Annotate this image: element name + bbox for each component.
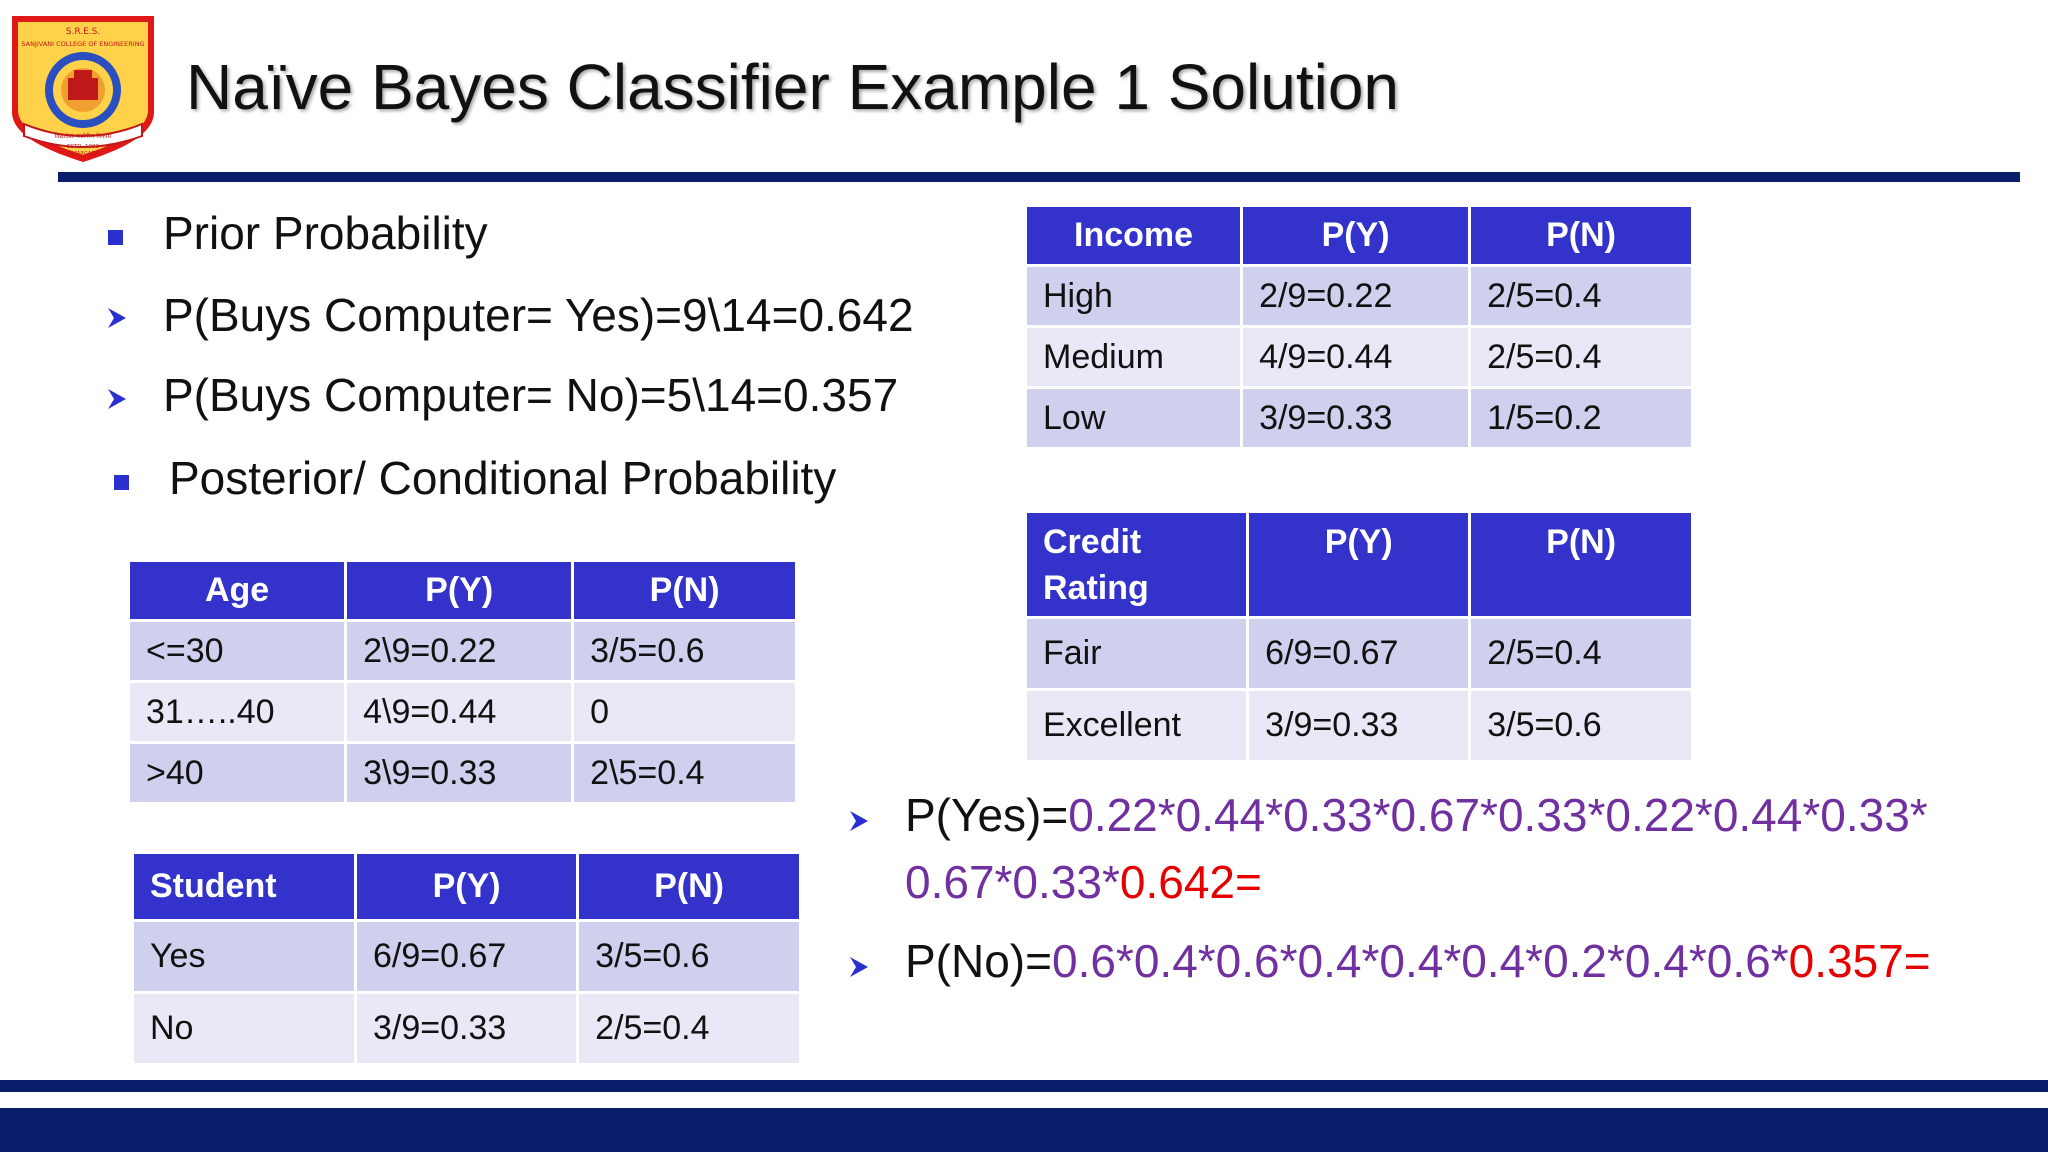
table-cell: 3/9=0.33 [1248, 690, 1470, 762]
logo-top-text: S.R.E.S. [65, 27, 101, 37]
table-cell: 3/5=0.6 [573, 621, 797, 682]
footer-divider [0, 1080, 2048, 1092]
table-row [1026, 618, 1693, 690]
arrow-bullet-icon [848, 955, 870, 979]
table-header: P(Y) [1242, 206, 1470, 266]
table-header: Income [1026, 206, 1242, 266]
table-cell: Low [1026, 388, 1242, 449]
college-logo [4, 12, 162, 166]
table-cell: 2/5=0.4 [1470, 327, 1693, 388]
table-header: P(N) [1470, 206, 1693, 266]
table-cell: 2/5=0.4 [578, 993, 801, 1065]
arrow-bullet-icon [106, 387, 128, 411]
table-cell: 3/9=0.33 [1242, 388, 1470, 449]
table-row [1026, 327, 1693, 388]
table-cell: Medium [1026, 327, 1242, 388]
posterior-heading: Posterior/ Conditional Probability [169, 452, 837, 504]
table-cell: 3/9=0.33 [356, 993, 578, 1065]
arrow-bullet-icon [106, 306, 128, 330]
p-yes-terms-cont: 0.67*0.33* [905, 856, 1120, 908]
table-header: P(Y) [356, 853, 578, 921]
logo-motto-text: विद्यादेवाः सर्वांगीण विकास [54, 133, 112, 140]
table-cell: 4\9=0.44 [346, 682, 573, 743]
square-bullet-icon [114, 475, 129, 490]
p-yes-terms: 0.22*0.44*0.33*0.67*0.33*0.22*0.44*0.33* [1068, 789, 1928, 841]
table-cell: 2\9=0.22 [346, 621, 573, 682]
table-cell: High [1026, 266, 1242, 327]
table-row [1026, 690, 1693, 762]
p-no-prior: 0.357= [1788, 935, 1931, 987]
table-cell: >40 [129, 743, 346, 804]
table-cell: No [133, 993, 356, 1065]
table-row [133, 993, 801, 1065]
table-cell: 2/5=0.4 [1470, 618, 1693, 690]
table-header: P(N) [573, 561, 797, 621]
table-cell: 4/9=0.44 [1242, 327, 1470, 388]
square-bullet-icon [108, 230, 123, 245]
p-no-terms: 0.6*0.4*0.6*0.4*0.4*0.4*0.2*0.4*0.6* [1051, 935, 1789, 987]
table-header: P(N) [1470, 512, 1693, 618]
logo-college-text: SANJIVANI COLLEGE OF ENGINEERING [21, 40, 145, 48]
student-table [131, 851, 802, 1066]
table-header: Student [133, 853, 356, 921]
p-yes-prior: 0.642= [1119, 856, 1262, 908]
table-header: P(N) [578, 853, 801, 921]
table-cell: 31…..40 [129, 682, 346, 743]
page-title: Naïve Bayes Classifier Example 1 Solution [186, 51, 1399, 123]
arrow-bullet-icon [848, 809, 870, 833]
table-cell: 3/5=0.6 [578, 921, 801, 993]
p-no-prefix: P(No)= [905, 935, 1052, 987]
table-row [1026, 388, 1693, 449]
p-yes-formula-line1 [905, 788, 1928, 842]
table-cell: Excellent [1026, 690, 1248, 762]
p-no-formula [905, 934, 1931, 988]
table-header: P(Y) [1248, 512, 1470, 618]
table-cell: Fair [1026, 618, 1248, 690]
table-cell: 3/5=0.6 [1470, 690, 1693, 762]
table-header: Age [129, 561, 346, 621]
table-cell: 3\9=0.33 [346, 743, 573, 804]
table-cell: 0 [573, 682, 797, 743]
credit-rating-table [1024, 510, 1694, 763]
prior-heading: Prior Probability [163, 207, 488, 259]
logo-estd-text: ESTD. 1983 [66, 144, 100, 150]
table-cell: 2/5=0.4 [1470, 266, 1693, 327]
p-yes-formula-line2 [905, 855, 1262, 909]
table-cell: <=30 [129, 621, 346, 682]
table-row [129, 621, 797, 682]
table-cell: Yes [133, 921, 356, 993]
table-cell: 2\5=0.4 [573, 743, 797, 804]
prior-no: P(Buys Computer= No)=5\14=0.357 [163, 369, 899, 421]
age-table [127, 559, 798, 805]
table-row [129, 682, 797, 743]
table-cell: 6/9=0.67 [1248, 618, 1470, 690]
table-header: P(Y) [346, 561, 573, 621]
table-cell: 1/5=0.2 [1470, 388, 1693, 449]
footer-bar [0, 1108, 2048, 1152]
income-table [1024, 204, 1694, 450]
table-row [133, 921, 801, 993]
p-yes-prefix: P(Yes)= [905, 789, 1069, 841]
prior-yes: P(Buys Computer= Yes)=9\14=0.642 [163, 289, 914, 341]
table-cell: 6/9=0.67 [356, 921, 578, 993]
table-row [1026, 266, 1693, 327]
table-header: Credit Rating [1026, 512, 1248, 618]
title-divider [58, 172, 2020, 182]
table-cell: 2/9=0.22 [1242, 266, 1470, 327]
table-row [129, 743, 797, 804]
logo-place-text: KOPARGAON [67, 151, 99, 157]
